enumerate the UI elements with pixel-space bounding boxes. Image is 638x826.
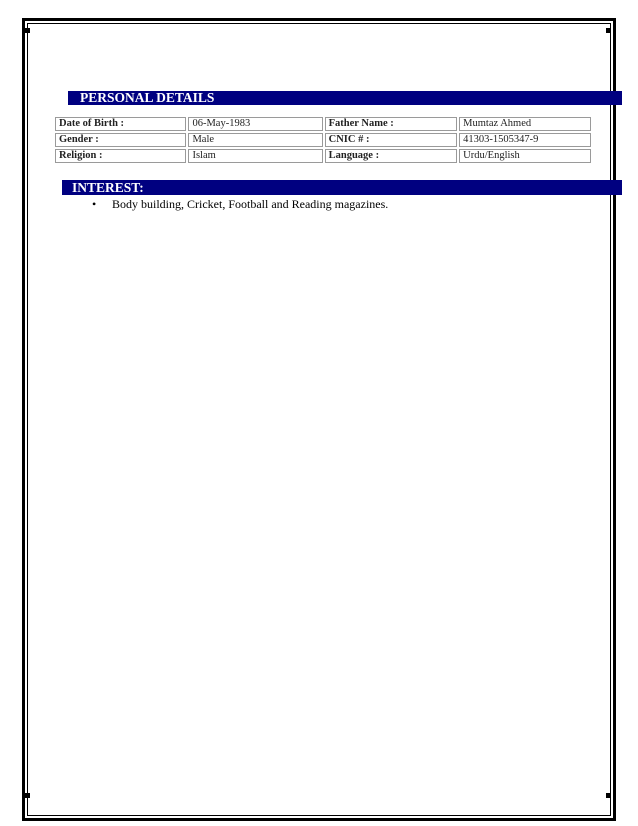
corner-mark-bottom-right <box>606 793 611 798</box>
corner-mark-top-left <box>25 28 30 33</box>
corner-mark-top-right <box>606 28 611 33</box>
father-name-value: Mumtaz Ahmed <box>459 117 591 131</box>
date-of-birth-value: 06-May-1983 <box>188 117 322 131</box>
gender-value: Male <box>188 133 322 147</box>
interest-heading: INTEREST: <box>62 180 622 195</box>
list-item <box>92 196 388 212</box>
religion-value: Islam <box>188 149 322 163</box>
cnic-value: 41303-1505347-9 <box>459 133 591 147</box>
religion-label: Religion : <box>55 149 186 163</box>
interest-list <box>92 196 388 212</box>
table-row <box>55 133 591 147</box>
interest-item-text: Body building, Cricket, Football and Reading magazines. <box>112 197 389 211</box>
table-row <box>55 117 591 131</box>
father-name-label: Father Name : <box>325 117 458 131</box>
bullet-icon: • <box>92 197 97 211</box>
table-row <box>55 149 591 163</box>
date-of-birth-label: Date of Birth : <box>55 117 186 131</box>
gender-label: Gender : <box>55 133 186 147</box>
personal-details-table <box>53 115 593 165</box>
cnic-label: CNIC # : <box>325 133 458 147</box>
personal-details-heading: PERSONAL DETAILS <box>68 91 622 105</box>
language-value: Urdu/English <box>459 149 591 163</box>
language-label: Language : <box>325 149 458 163</box>
corner-mark-bottom-left <box>25 793 30 798</box>
